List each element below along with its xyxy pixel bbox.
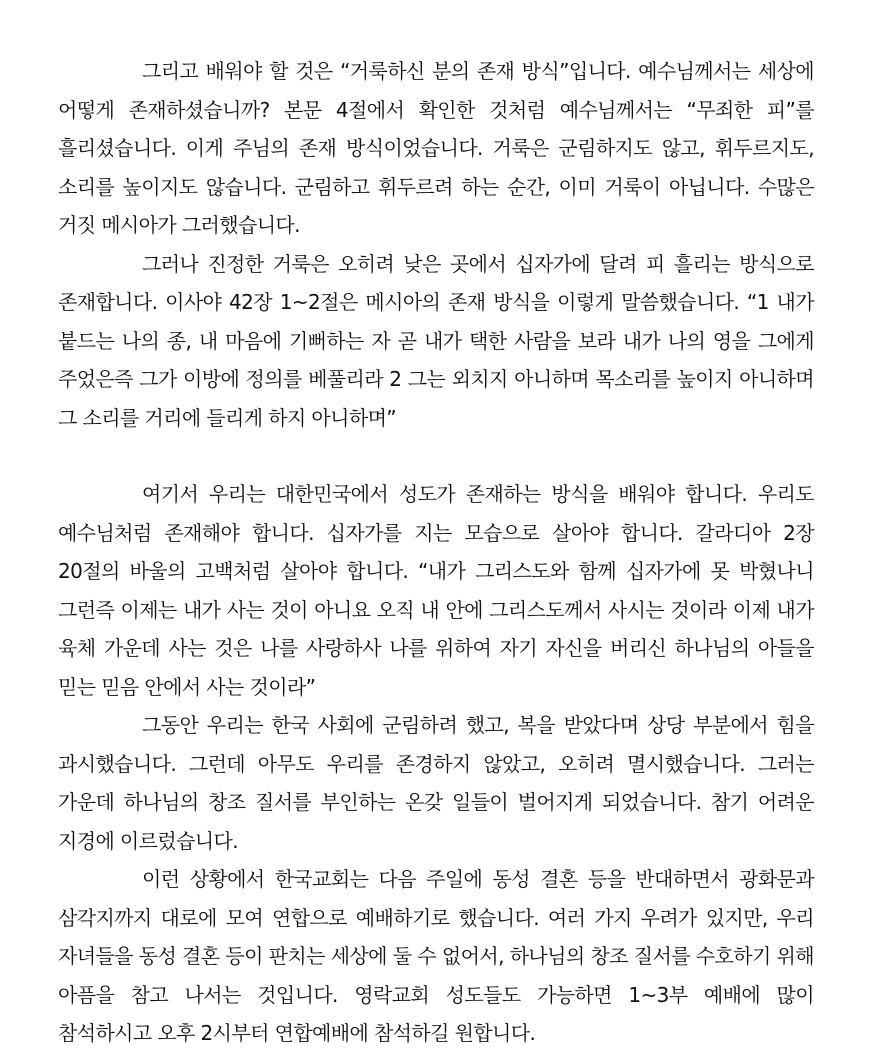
document-body bbox=[58, 52, 814, 1053]
paragraph-spacer bbox=[58, 437, 814, 475]
paragraph-2: 그러나 진정한 거룩은 오히려 낮은 곳에서 십자가에 달려 피 흘리는 방식으로 존재합니다. 이사야 42장 1~2절은 메시아의 존재 방식을 이렇게 말씀했습니다. “1 내가 붙드는 나의 종, 내 마음에 기뻐하는 자 곧 내가 택한 사람을 보라 내가 나의 영을 그에게 주었은즉 그가 이방에 정의를 베풀리라 2 그는 외치지 아니하며 목소리를 높이지 아니하며 그 소리를 거리에 들리게 하지 아니하며” bbox=[58, 251, 814, 430]
paragraph-3: 여기서 우리는 대한민국에서 성도가 존재하는 방식을 배워야 합니다. 우리도 예수님처럼 존재해야 합니다. 십자가를 지는 모습으로 살아야 합니다. 갈라디아 2장 20절의 바울의 고백처럼 살아야 합니다. “내가 그리스도와 함께 십자가에 못 박혔나니 그런즉 이제는 내가 사는 것이 아니요 오직 내 안에 그리스도께서 사시는 것이라 이제 내가 육체 가운데 사는 것은 나를 사랑하사 나를 위하여 자기 자신을 버리신 하나님의 아들을 믿는 믿음 안에서 사는 것이라” bbox=[58, 482, 814, 699]
paragraph-1: 그리고 배워야 할 것은 “거룩하신 분의 존재 방식”입니다. 예수님께서는 세상에 어떻게 존재하셨습니까? 본문 4절에서 확인한 것처럼 예수님께서는 “무죄한 피”를 흘리셨습니다. 이게 주님의 존재 방식이었습니다. 거룩은 군림하지도 않고, 휘두르지도, 소리를 높이지도 않습니다. 군림하고 휘두르려 하는 순간, 이미 거룩이 아닙니다. 수많은 거짓 메시아가 그러했습니다. bbox=[58, 59, 814, 237]
paragraph-5: 이런 상황에서 한국교회는 다음 주일에 동성 결혼 등을 반대하면서 광화문과 삼각지까지 대로에 모여 연합으로 예배하기로 했습니다. 여러 가지 우려가 있지만, 우리 자녀들을 동성 결혼 등이 판치는 세상에 둘 수 없어서, 하나님의 창조 질서를 수호하기 위해 아픔을 참고 나서는 것입니다. 영락교회 성도들도 가능하면 1~3부 예배에 많이 참석하시고 오후 2시부터 연합예배에 참석하길 원합니다. bbox=[58, 867, 814, 1045]
paragraph-4: 그동안 우리는 한국 사회에 군림하려 했고, 복을 받았다며 상당 부분에서 힘을 과시했습니다. 그런데 아무도 우리를 존경하지 않았고, 오히려 멸시했습니다. 그러는 가운데 하나님의 창조 질서를 부인하는 온갖 일들이 벌어지게 되었습니다. 참기 어려운 지경에 이르렀습니다. bbox=[58, 713, 814, 853]
